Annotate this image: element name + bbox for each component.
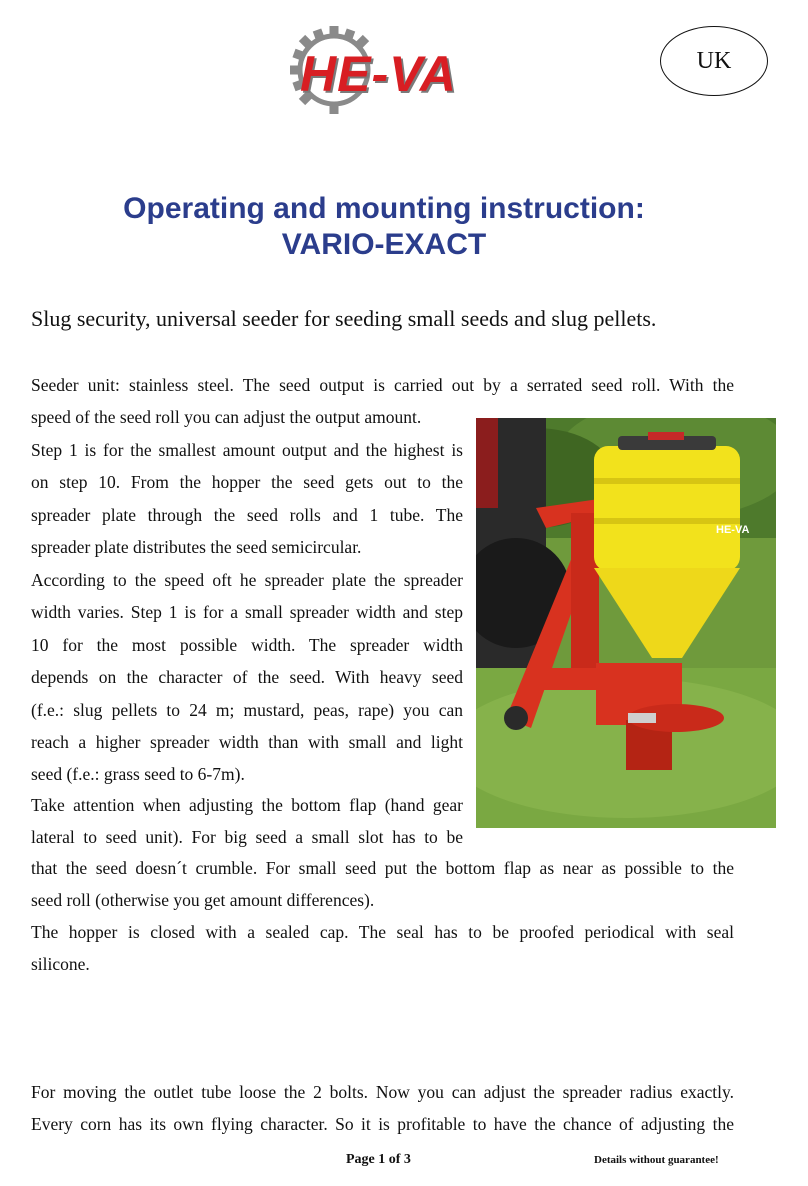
body-line: that the seed doesn´t crumble. For small seed put the bottom flap as near as possible to the [31,858,734,878]
body-line: Seeder unit: stainless steel. The seed output is carried out by a serrated seed roll. With the [31,375,734,395]
product-photo [476,418,776,828]
country-code: UK [696,47,732,74]
body-line: silicone. [31,954,90,974]
document-title: Operating and mounting instruction: [123,192,645,225]
page-number: Page 1 of 3 [346,1152,411,1167]
body-line: Every corn has its own flying character. So it is profitable to have the chance of adjusting the [31,1114,734,1134]
body-line: 10 for the most possible width. The spreader width [31,635,463,655]
body-line: reach a higher spreader width than with small and light [31,732,463,752]
body-line: (f.e.: slug pellets to 24 m; mustard, peas, rape) you can [31,700,463,720]
body-line: lateral to seed unit). For big seed a small slot has to be [31,827,463,847]
body-line: Step 1 is for the smallest amount output and the highest is [31,440,463,460]
body-line: seed roll (otherwise you get amount differences). [31,890,375,910]
country-badge [660,26,768,96]
body-line: width varies. Step 1 is for a small spreader width and step [31,602,463,622]
body-line: The hopper is closed with a sealed cap. The seal has to be proofed periodical with seal [31,922,734,942]
brand-wordmark: HE-VA [300,46,457,102]
body-line: seed (f.e.: grass seed to 6-7m). [31,764,245,784]
body-line: depends on the character of the seed. With heavy seed [31,667,463,687]
body-line: Take attention when adjusting the bottom flap (hand gear [31,795,463,815]
body-line: on step 10. From the hopper the seed gets out to the [31,472,463,492]
document-subtitle: Slug security, universal seeder for seeding small seeds and slug pellets. [31,306,657,331]
body-line: For moving the outlet tube loose the 2 bolts. Now you can adjust the spreader radius exactly. [31,1082,734,1102]
body-line: According to the speed oft he spreader plate the spreader [31,570,463,590]
body-line: speed of the seed roll you can adjust the output amount. [31,407,422,427]
disclaimer: Details without guarantee! [594,1154,719,1166]
body-line: spreader plate through the seed rolls and 1 tube. The [31,505,463,525]
product-name: VARIO-EXACT [281,228,487,261]
body-line: spreader plate distributes the seed semicircular. [31,537,362,557]
photo-label: HE-VA [716,524,750,536]
